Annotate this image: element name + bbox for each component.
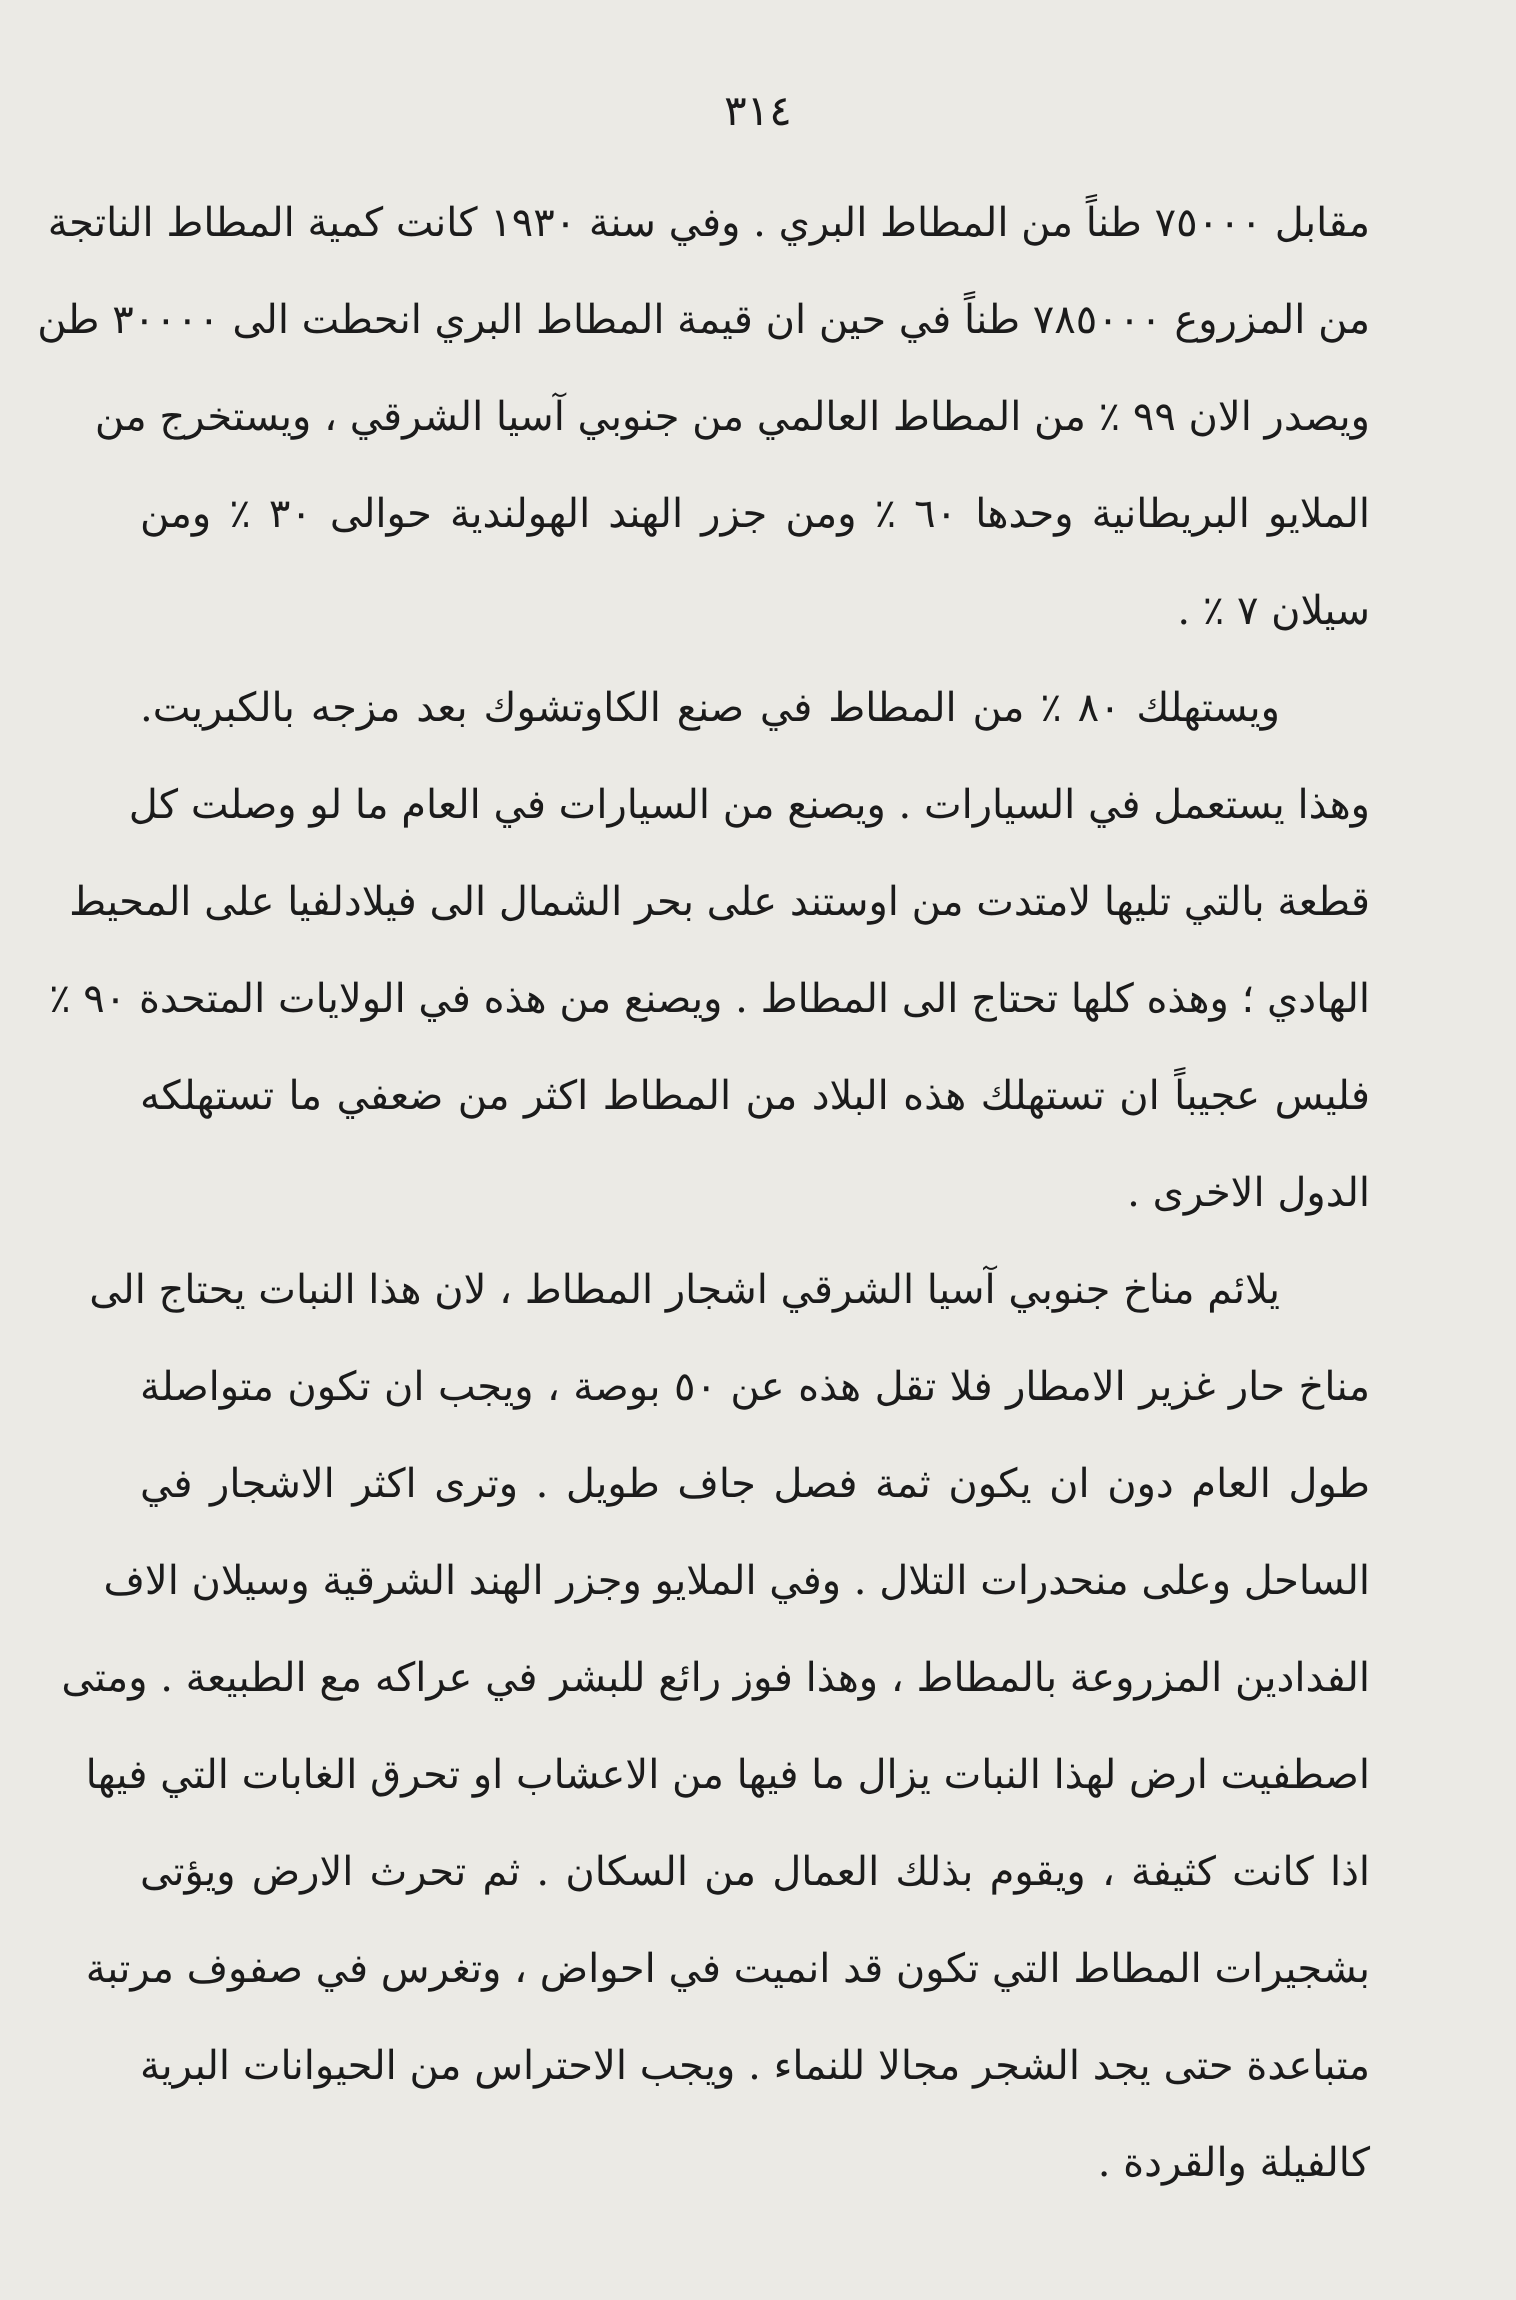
text-line: الدول الاخرى . <box>1127 1170 1370 1216</box>
text-line: وهذا يستعمل في السيارات . ويصنع من السيارات في العام ما لو وصلت كل <box>128 782 1370 828</box>
text-line: ويستهلك ٨٠ ٪ من المطاط في صنع الكاوتشوك بعد مزجه بالكبريت. <box>140 685 1280 731</box>
text-line: مقابل ٧٥٠٠٠ طناً من المطاط البري . وفي سنة ١٩٣٠ كانت كمية المطاط الناتجة <box>47 200 1370 246</box>
paragraph-2 <box>49 660 1370 1242</box>
text-line: الفدادين المزروعة بالمطاط ، وهذا فوز رائع للبشر في عراكه مع الطبيعة . ومتى <box>61 1655 1370 1701</box>
body-text <box>37 175 1370 2212</box>
text-line: مناخ حار غزير الامطار فلا تقل هذه عن ٥٠ بوصة ، ويجب ان تكون متواصلة <box>140 1364 1370 1410</box>
text-line: بشجيرات المطاط التي تكون قد انميت في احواض ، وتغرس في صفوف مرتبة <box>85 1946 1370 1992</box>
text-line: الهادي ؛ وهذه كلها تحتاج الى المطاط . ويصنع من هذه في الولايات المتحدة ٩٠ ٪ <box>49 976 1370 1022</box>
paragraph-1 <box>37 175 1370 660</box>
text-line: قطعة بالتي تليها لامتدت من اوستند على بحر الشمال الى فيلادلفيا على المحيط <box>69 879 1370 925</box>
paragraph-3 <box>61 1242 1370 2212</box>
text-line: طول العام دون ان يكون ثمة فصل جاف طويل . وترى اكثر الاشجار في <box>140 1461 1370 1507</box>
text-line: ويصدر الان ٩٩ ٪ من المطاط العالمي من جنوبي آسيا الشرقي ، ويستخرج من <box>94 394 1370 440</box>
text-line: كالفيلة والقردة . <box>1097 2140 1370 2186</box>
text-line: الساحل وعلى منحدرات التلال . وفي الملايو وجزر الهند الشرقية وسيلان الاف <box>103 1558 1370 1604</box>
text-line: اذا كانت كثيفة ، ويقوم بذلك العمال من السكان . ثم تحرث الارض ويؤتى <box>140 1849 1370 1895</box>
text-line: اصطفيت ارض لهذا النبات يزال ما فيها من الاعشاب او تحرق الغابات التي فيها <box>85 1752 1370 1798</box>
text-line: الملايو البريطانية وحدها ٦٠ ٪ ومن جزر الهند الهولندية حوالى ٣٠ ٪ ومن <box>140 491 1370 537</box>
text-line: متباعدة حتى يجد الشجر مجالا للنماء . ويجب الاحتراس من الحيوانات البرية <box>140 2043 1370 2089</box>
text-line: سيلان ٧ ٪ . <box>1177 588 1370 634</box>
text-line: من المزروع ٧٨٥٠٠٠ طناً في حين ان قيمة المطاط البري انحطت الى ٣٠٠٠٠ طن <box>37 297 1370 343</box>
text-line: فليس عجيباً ان تستهلك هذه البلاد من المطاط اكثر من ضعفي ما تستهلكه <box>140 1073 1370 1119</box>
page-number: ٣١٤ <box>724 86 792 135</box>
text-line: يلائم مناخ جنوبي آسيا الشرقي اشجار المطاط ، لان هذا النبات يحتاج الى <box>89 1267 1280 1313</box>
